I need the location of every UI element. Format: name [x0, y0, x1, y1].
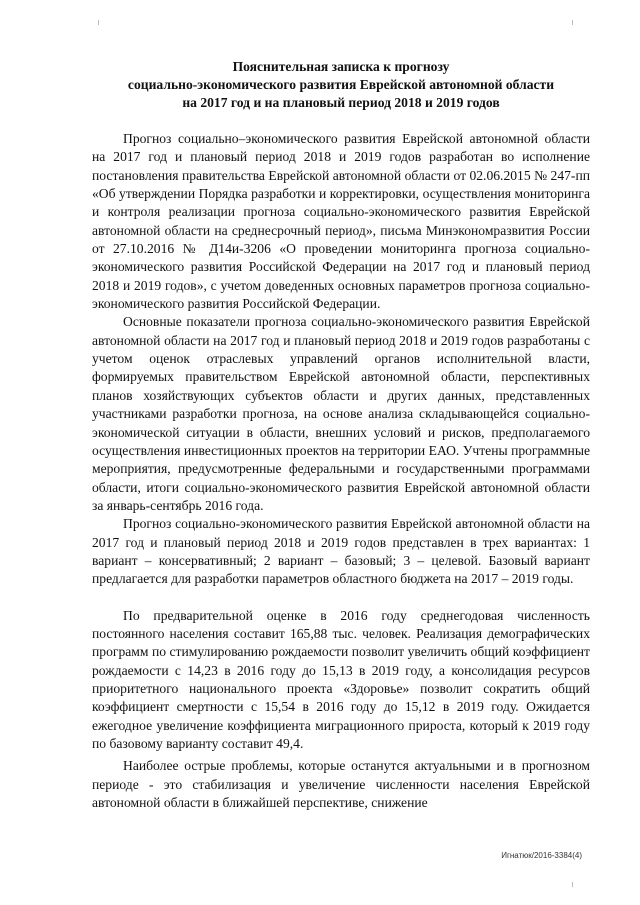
paragraph-main-indicators: Основные показатели прогноза социально-экономического развития Еврейской автономной области на 2017 год и плановый период 2018 и 2019 годов разработаны с учетом оценок отраслевых управлений органов исполнительной власти, формируемых правительством Еврейской автономной области, перспективных планов хозяйствующих субъектов области и других данных, представленных участниками разработки прогноза, на основе анализа складывающейся социально-экономической ситуации в области, внешних условий и рисков, предполагаемого осуществления инвестиционных проектов на территории ЕАО. Учтены программные мероприятия, предусмотренные федеральными и государственными программами области, итоги социально-экономического развития Еврейской автономной области за январь-сентябрь 2016 года. — [92, 314, 590, 513]
scan-mark — [98, 20, 99, 25]
document-title — [92, 58, 590, 112]
paragraph-population: По предварительной оценке в 2016 году среднегодовая численность постоянного населения составит 165,88 тыс. человек. Реализация демографических программ по стимулированию рождаемости позволит увеличить общий коэффициент рождаемости с 14,23 в 2016 году до 15,13 в 2019 году, а консолидация ресурсов приоритетного национального проекта «Здоровье» позволит сократить общий коэффициент смертности с 15,54 в 2016 году до 15,12 в 2019 году. Ожидается ежегодное увеличение коэффициента миграционного прироста, который к 2019 году по базовому варианту составит 49,4. — [92, 607, 590, 751]
scan-mark — [572, 882, 573, 887]
paragraph-spacer — [92, 589, 590, 607]
paragraph-variants: Прогноз социально-экономического развития Еврейской автономной области на 2017 год и плановый период 2018 и 2019 годов представлен в трех вариантах: 1 вариант – консервативный; 2 вариант – базовый; 3 – целевой. Базовый вариант предлагается для разработки параметров областного бюджета на 2017 – 2019 годы. — [92, 516, 590, 587]
document-code: Игнатюк/2016-3384(4) — [501, 851, 582, 860]
title-line-2: социально-экономического развития Еврейской автономной области — [127, 77, 555, 92]
scan-mark — [572, 20, 573, 25]
title-line-3: на 2017 год и на плановый период 2018 и 2019 годов — [182, 95, 500, 110]
paragraph-problems: Наиболее острые проблемы, которые останутся актуальными и в прогнозном периоде - это стабилизация и увеличение численности населения Еврейской автономной области в ближайшей перспективе, снижение — [92, 758, 590, 811]
title-line-1: Пояснительная записка к прогнозу — [232, 59, 450, 74]
paragraph-forecast-basis: Прогноз социально–экономического развития Еврейской автономной области на 2017 год и плановый период 2018 и 2019 годов разработан во исполнение постановления правительства Еврейской автономной области от 02.06.2015 № 247-пп «Об утверждении Порядка разработки и корректировки, осуществления мониторинга и контроля реализации прогноза социально-экономического развития Еврейской автономной области на среднесрочный период», письма Минэкономразвития России от 27.10.2016 № Д14и-3206 «О проведении мониторинга прогноза социально-экономического развития Российской Федерации на 2017 год и плановый период 2018 и 2019 годов», с учетом доведенных основных параметров прогноза социально-экономического развития Российской Федерации. — [92, 131, 590, 312]
